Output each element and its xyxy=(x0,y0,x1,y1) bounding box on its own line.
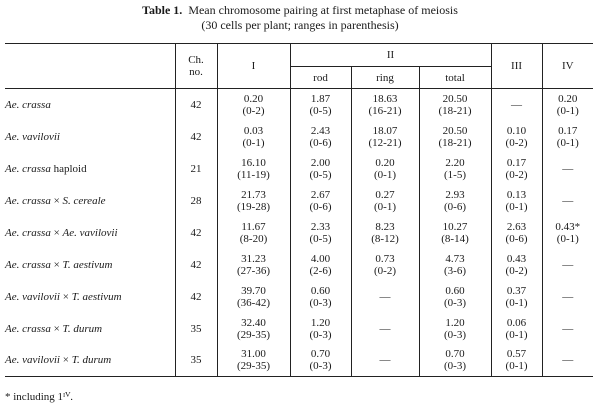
cell-value: 0.70 xyxy=(310,348,331,361)
cell-value: 20.50 xyxy=(442,92,468,105)
chromosome-number: 42 xyxy=(175,89,217,121)
cell-value: — xyxy=(379,322,391,335)
cell-range: (0-1) xyxy=(505,360,528,373)
cell-total xyxy=(419,313,491,345)
cell-value: 0.06 xyxy=(506,316,527,329)
cell-range: (0-1) xyxy=(505,296,528,309)
header-name xyxy=(5,44,175,89)
cell-range: (0-3) xyxy=(444,360,467,373)
cell-value: 0.20 xyxy=(375,156,395,169)
cell-i xyxy=(217,89,290,121)
cell-i xyxy=(217,249,290,281)
row-name: Ae. crassa xyxy=(5,98,51,111)
footnote: * including 1ᴵⱽ. xyxy=(5,391,73,403)
cell-value: 18.07 xyxy=(372,124,398,137)
row-name: Ae. crassa × S. cereale xyxy=(5,194,106,207)
cell-ring xyxy=(351,345,419,377)
cell-value: 0.10 xyxy=(506,124,527,137)
cell-value: 0.60 xyxy=(445,284,465,297)
cell-range: (0-1) xyxy=(556,232,579,245)
cell-value: 4.00 xyxy=(310,252,331,265)
cell-value: 39.70 xyxy=(241,284,266,297)
cell-value: — xyxy=(562,322,574,335)
cell-iii xyxy=(491,313,542,345)
cell-value: 0.27 xyxy=(375,188,395,201)
cell-range: (8-14) xyxy=(441,232,469,245)
cell-value: 1.87 xyxy=(310,92,331,105)
cell-iii xyxy=(491,281,542,313)
cell-range: (0-1) xyxy=(505,200,528,213)
cell-i xyxy=(217,345,290,377)
cell-value: 16.10 xyxy=(241,156,266,169)
cell-range: (0-1) xyxy=(242,136,265,149)
cell-range: (0-6) xyxy=(309,136,332,149)
cell-i xyxy=(217,281,290,313)
cell-iv xyxy=(542,345,593,377)
table-row xyxy=(5,153,593,185)
cell-range: (0-6) xyxy=(444,200,467,213)
cell-value: — xyxy=(511,98,523,111)
cell-value: — xyxy=(379,354,391,367)
cell-range: (0-1) xyxy=(556,104,579,117)
cell-iv xyxy=(542,249,593,281)
cell-value: 2.63 xyxy=(506,220,527,233)
cell-range: (0-1) xyxy=(374,168,396,181)
cell-range: (1-5) xyxy=(444,168,467,181)
cell-iv xyxy=(542,89,593,121)
header-total: total xyxy=(419,67,491,89)
pairing-table xyxy=(5,43,593,377)
cell-range: (8-12) xyxy=(371,232,399,245)
cell-range: (0-1) xyxy=(374,200,396,213)
row-name: Ae. vavilovii × T. aestivum xyxy=(5,290,122,303)
cell-rod xyxy=(290,249,351,281)
table-row xyxy=(5,313,593,345)
row-name: Ae. vavilovii × T. durum xyxy=(5,345,175,377)
cell-value: 20.50 xyxy=(442,124,468,137)
cell-value: 1.20 xyxy=(310,316,331,329)
header-ch-no: Ch. no. xyxy=(175,44,217,89)
table-caption xyxy=(0,3,600,18)
cell-range: (27-36) xyxy=(237,264,270,277)
cell-range: (0-5) xyxy=(309,168,332,181)
cell-ring xyxy=(351,217,419,249)
row-name: Ae. crassa haploid xyxy=(5,162,87,175)
cell-i xyxy=(217,217,290,249)
header-ring: ring xyxy=(351,67,419,89)
table-row xyxy=(5,89,593,121)
cell-iv xyxy=(542,185,593,217)
header-II: II xyxy=(290,44,491,67)
cell-value: 31.00 xyxy=(241,348,266,361)
cell-value: 0.43* xyxy=(555,220,581,233)
cell-value: 2.93 xyxy=(445,188,465,201)
cell-iii xyxy=(491,217,542,249)
table-row xyxy=(5,249,593,281)
row-name: Ae. crassa × T. aestivum xyxy=(5,258,113,271)
cell-value: 10.27 xyxy=(442,220,468,233)
table-row xyxy=(5,185,593,217)
cell-value: 4.73 xyxy=(445,252,465,265)
cell-range: (11-19) xyxy=(237,168,270,181)
cell-rod xyxy=(290,313,351,345)
cell-iii xyxy=(491,153,542,185)
cell-range: (0-6) xyxy=(505,232,528,245)
cell-rod xyxy=(290,217,351,249)
cell-value: 2.20 xyxy=(445,156,465,169)
cell-value: 2.00 xyxy=(310,156,331,169)
cell-range: (3-6) xyxy=(444,264,467,277)
cell-iii xyxy=(491,249,542,281)
cell-range: (18-21) xyxy=(438,136,472,149)
header-rod: rod xyxy=(290,67,351,89)
cell-range: (0-2) xyxy=(505,168,528,181)
table-row xyxy=(5,121,593,153)
cell-ring xyxy=(351,249,419,281)
cell-ring xyxy=(351,185,419,217)
cell-total xyxy=(419,153,491,185)
cell-value: 2.33 xyxy=(310,220,331,233)
cell-range: (0-5) xyxy=(309,104,332,117)
cell-value: 0.13 xyxy=(506,188,527,201)
cell-iv xyxy=(542,121,593,153)
cell-range: (29-35) xyxy=(237,360,270,373)
cell-iv xyxy=(542,153,593,185)
table-title: Mean chromosome pairing at first metaphase of meiosis xyxy=(188,3,458,17)
cell-rod xyxy=(290,153,351,185)
cell-i xyxy=(217,185,290,217)
cell-value: 0.17 xyxy=(506,156,527,169)
cell-rod xyxy=(290,89,351,121)
cell-range: (16-21) xyxy=(368,104,402,117)
chromosome-number: 35 xyxy=(175,313,217,345)
cell-range: (0-2) xyxy=(505,264,528,277)
cell-range: (0-2) xyxy=(242,104,265,117)
cell-total xyxy=(419,89,491,121)
cell-value: — xyxy=(562,354,574,367)
cell-ring xyxy=(351,153,419,185)
cell-value: 18.63 xyxy=(372,92,398,105)
table-row xyxy=(5,217,593,249)
cell-value: 0.43 xyxy=(506,252,527,265)
cell-total xyxy=(419,249,491,281)
chromosome-number: 42 xyxy=(175,217,217,249)
cell-range: (0-2) xyxy=(374,264,396,277)
cell-value: 11.67 xyxy=(241,220,266,233)
cell-iii xyxy=(491,89,542,121)
cell-iv xyxy=(542,217,593,249)
cell-value: — xyxy=(562,290,574,303)
cell-range: (0-1) xyxy=(505,328,528,341)
cell-rod xyxy=(290,185,351,217)
cell-range: (19-28) xyxy=(237,200,270,213)
cell-ring xyxy=(351,313,419,345)
cell-value: 0.20 xyxy=(243,92,264,105)
cell-value: 32.40 xyxy=(241,316,266,329)
cell-i xyxy=(217,153,290,185)
cell-range: (0-3) xyxy=(444,296,467,309)
cell-iii xyxy=(491,345,542,377)
cell-value: — xyxy=(562,162,574,175)
cell-range: (0-5) xyxy=(309,232,332,245)
cell-range: (0-3) xyxy=(309,296,332,309)
cell-value: 0.70 xyxy=(445,348,465,361)
cell-total xyxy=(419,281,491,313)
cell-value: 2.43 xyxy=(310,124,331,137)
cell-range: (0-6) xyxy=(309,200,332,213)
cell-range: (18-21) xyxy=(438,104,472,117)
cell-i xyxy=(217,313,290,345)
row-name: Ae. crassa × Ae. vavilovii xyxy=(5,226,118,239)
cell-iv xyxy=(542,281,593,313)
cell-iii xyxy=(491,121,542,153)
cell-total xyxy=(419,185,491,217)
chromosome-number: 42 xyxy=(175,121,217,153)
cell-total xyxy=(419,121,491,153)
cell-total xyxy=(419,217,491,249)
cell-value: 21.73 xyxy=(241,188,266,201)
cell-value: 2.67 xyxy=(310,188,331,201)
cell-range: (0-3) xyxy=(309,360,332,373)
row-name: Ae. vavilovii xyxy=(5,130,60,143)
cell-value: 0.57 xyxy=(506,348,527,361)
cell-value: — xyxy=(379,290,391,303)
cell-value: 0.73 xyxy=(375,252,395,265)
cell-range: (36-42) xyxy=(237,296,270,309)
cell-i xyxy=(217,121,290,153)
row-name: Ae. crassa × T. durum xyxy=(5,322,103,335)
cell-range: (29-35) xyxy=(237,328,270,341)
cell-iv xyxy=(542,313,593,345)
cell-range: (2-6) xyxy=(309,264,332,277)
cell-ring xyxy=(351,121,419,153)
chromosome-number: 35 xyxy=(175,345,217,377)
chromosome-number: 42 xyxy=(175,249,217,281)
header-III: III xyxy=(491,44,542,89)
cell-rod xyxy=(290,121,351,153)
cell-iii xyxy=(491,185,542,217)
cell-range: (12-21) xyxy=(368,136,402,149)
chromosome-number: 21 xyxy=(175,153,217,185)
chromosome-number: 42 xyxy=(175,281,217,313)
cell-value: 0.03 xyxy=(243,124,264,137)
cell-total xyxy=(419,345,491,377)
cell-value: 8.23 xyxy=(375,220,395,233)
chromosome-number: 28 xyxy=(175,185,217,217)
cell-range: (8-20) xyxy=(239,232,268,245)
table-subtitle: (30 cells per plant; ranges in parenthesis) xyxy=(201,18,399,32)
table-row xyxy=(5,345,593,377)
cell-ring xyxy=(351,281,419,313)
cell-value: 31.23 xyxy=(241,252,266,265)
table-label: Table 1. xyxy=(142,3,183,17)
header-I: I xyxy=(217,44,290,89)
cell-value: 1.20 xyxy=(445,316,465,329)
cell-ring xyxy=(351,89,419,121)
cell-range: (0-2) xyxy=(505,136,528,149)
table-row xyxy=(5,281,593,313)
cell-range: (0-1) xyxy=(556,136,579,149)
cell-value: 0.17 xyxy=(558,124,578,137)
cell-rod xyxy=(290,281,351,313)
cell-rod xyxy=(290,345,351,377)
cell-range: (0-3) xyxy=(444,328,467,341)
cell-value: 0.37 xyxy=(506,284,527,297)
cell-value: — xyxy=(562,258,574,271)
cell-value: 0.60 xyxy=(310,284,331,297)
header-IV: IV xyxy=(542,44,593,89)
cell-value: — xyxy=(562,194,574,207)
cell-value: 0.20 xyxy=(558,92,578,105)
cell-range: (0-3) xyxy=(309,328,332,341)
